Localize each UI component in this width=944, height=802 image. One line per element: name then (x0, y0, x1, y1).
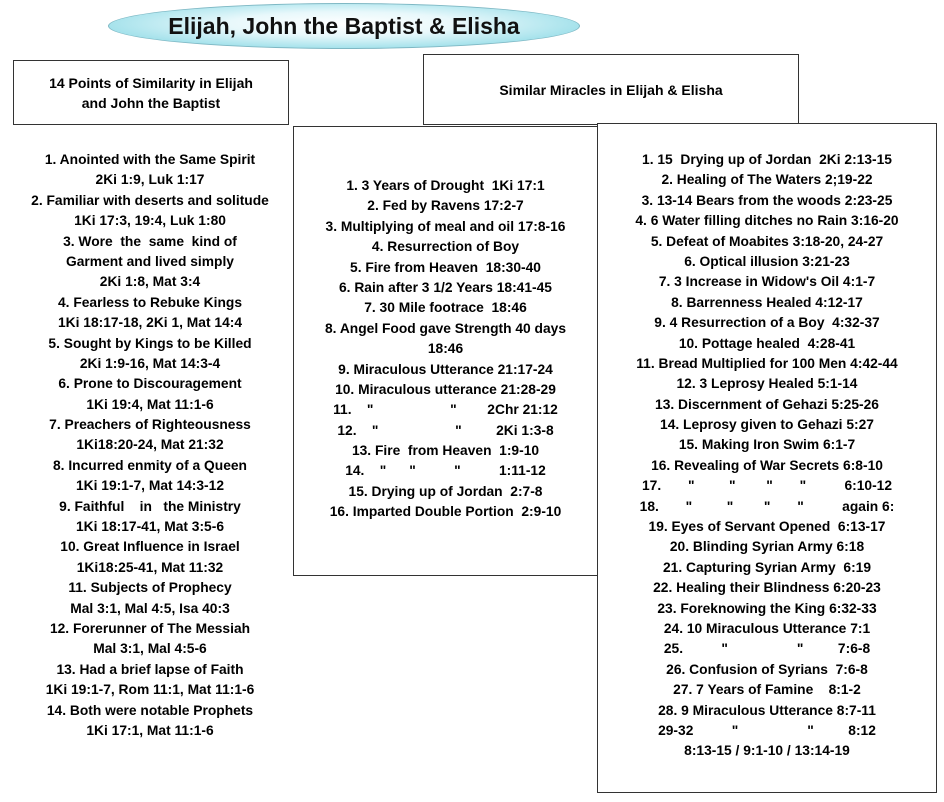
list-item: 19. Eyes of Servant Opened 6:13-17 (648, 519, 886, 535)
list-item: 1Ki18:25-41, Mat 11:32 (76, 559, 224, 575)
list-item: 5. Defeat of Moabites 3:18-20, 24-27 (650, 233, 884, 249)
list-item: 3. 13-14 Bears from the woods 2:23-25 (641, 192, 893, 208)
list-item: 16. Imparted Double Portion 2:9-10 (329, 504, 562, 520)
list-item: 7. Preachers of Righteousness (49, 417, 251, 433)
list-item: 9. Faithful in the Ministry (59, 498, 241, 514)
list-item: Mal 3:1, Mal 4:5-6 (93, 641, 207, 657)
list-item: 24. 10 Miraculous Utterance 7:1 (663, 620, 871, 636)
list-item: 13. Had a brief lapse of Faith (56, 661, 244, 677)
list-item: 6. Prone to Discouragement (58, 376, 242, 392)
list-item: 1Ki 18:17-18, 2Ki 1, Mat 14:4 (57, 315, 243, 331)
list-item: 7. 30 Mile footrace 18:46 (364, 300, 527, 316)
list-item: 12. " " 2Ki 1:3-8 (337, 422, 554, 438)
list-item: 17. " " " " 6:10-12 (641, 478, 893, 494)
list-item: 12. Forerunner of The Messiah (49, 620, 251, 636)
list-item: 2Ki 1:9-16, Mat 14:3-4 (79, 355, 221, 371)
list-item: 3. Multiplying of meal and oil 17:8-16 (325, 218, 566, 234)
list-item: 1. 15 Drying up of Jordan 2Ki 2:13-15 (642, 152, 892, 167)
list-item: 18:46 (427, 341, 464, 357)
left-heading-box (13, 60, 289, 125)
list-item: 20. Blinding Syrian Army 6:18 (669, 539, 865, 555)
list-item: Mal 3:1, Mal 4:5, Isa 40:3 (70, 600, 230, 616)
list-item: 2. Fed by Ravens 17:2-7 (367, 198, 524, 214)
list-item: 14. " " " 1:11-12 (345, 463, 546, 479)
middle-heading-box (423, 54, 799, 125)
elijah-john-similarity-list (0, 150, 300, 741)
list-item: 18. " " " " again 6: (639, 498, 895, 514)
list-item: 1Ki 17:3, 19:4, Luk 1:80 (74, 213, 226, 229)
list-item: 7. 3 Increase in Widow's Oil 4:1-7 (658, 274, 876, 290)
list-item: 5. Sought by Kings to be Killed (48, 335, 252, 351)
list-item: 29-32 " " 8:12 (658, 722, 876, 738)
list-item: 10. Pottage healed 4:28-41 (678, 335, 856, 351)
list-item: Garment and lived simply (66, 253, 234, 269)
list-item: 15. Drying up of Jordan 2:7-8 (348, 483, 543, 499)
list-item: 4. Resurrection of Boy (371, 239, 520, 255)
middle-heading: Similar Miracles in Elijah & Elisha (499, 81, 723, 98)
list-item: 11. Subjects of Prophecy (68, 580, 232, 596)
list-item: 25. " " 7:6-8 (663, 641, 871, 657)
list-item: 1. Anointed with the Same Spirit (44, 152, 256, 167)
elisha-miracles-list (597, 150, 937, 762)
list-item: 1Ki 18:17-41, Mat 3:5-6 (76, 519, 224, 535)
list-item: 1. 3 Years of Drought 1Ki 17:1 (346, 178, 545, 193)
list-item: 6. Rain after 3 1/2 Years 18:41-45 (339, 279, 552, 295)
list-item: 6. Optical illusion 3:21-23 (684, 253, 850, 269)
title-banner (108, 3, 580, 49)
list-item: 21. Capturing Syrian Army 6:19 (662, 559, 872, 575)
list-item: 9. Miraculous Utterance 21:17-24 (338, 361, 553, 377)
list-item: 8. Barrenness Healed 4:12-17 (671, 294, 863, 310)
list-item: 12. 3 Leprosy Healed 5:1-14 (676, 376, 858, 392)
list-item: 13. Fire from Heaven 1:9-10 (351, 443, 540, 459)
list-item: 13. Discernment of Gehazi 5:25-26 (655, 396, 879, 412)
list-item: 14. Both were notable Prophets (46, 702, 254, 718)
left-heading-line1: 14 Points of Similarity in Elijah (49, 74, 253, 91)
list-item: 11. Bread Multiplied for 100 Men 4:42-44 (636, 355, 898, 371)
list-item: 26. Confusion of Syrians 7:6-8 (666, 661, 868, 677)
list-item: 2. Familiar with deserts and solitude (31, 192, 269, 208)
list-item: 2. Healing of The Waters 2;19-22 (661, 172, 873, 188)
list-item: 9. 4 Resurrection of a Boy 4:32-37 (654, 315, 880, 331)
list-item: 28. 9 Miraculous Utterance 8:7-11 (658, 702, 876, 718)
list-item: 16. Revealing of War Secrets 6:8-10 (651, 457, 883, 473)
list-item: 27. 7 Years of Famine 8:1-2 (673, 682, 861, 698)
list-item: 4. Fearless to Rebuke Kings (57, 294, 243, 310)
list-item: 1Ki 19:1-7, Mat 14:3-12 (76, 478, 224, 494)
list-item: 4. 6 Water filling ditches no Rain 3:16-20 (635, 213, 899, 229)
list-item: 8. Incurred enmity of a Queen (53, 457, 247, 473)
list-item: 2Ki 1:9, Luk 1:17 (95, 172, 205, 188)
list-item: 15. Making Iron Swim 6:1-7 (678, 437, 856, 453)
elijah-miracles-list (293, 176, 598, 523)
list-item: 10. Great Influence in Israel (60, 539, 240, 555)
left-heading-line2: and John the Baptist (81, 94, 221, 111)
list-item: 2Ki 1:8, Mat 3:4 (99, 274, 201, 290)
list-item: 14. Leprosy given to Gehazi 5:27 (660, 417, 874, 433)
list-item: 3. Wore the same kind of (63, 233, 237, 249)
list-item: 5. Fire from Heaven 18:30-40 (350, 259, 541, 275)
list-item: 8:13-15 / 9:1-10 / 13:14-19 (684, 743, 850, 759)
list-item: 23. Foreknowing the King 6:32-33 (657, 600, 877, 616)
list-item: 1Ki 17:1, Mat 11:1-6 (86, 722, 214, 738)
list-item: 1Ki18:20-24, Mat 21:32 (76, 437, 224, 453)
list-item: 22. Healing their Blindness 6:20-23 (653, 580, 881, 596)
list-item: 8. Angel Food gave Strength 40 days (325, 320, 566, 336)
list-item: 1Ki 19:1-7, Rom 11:1, Mat 11:1-6 (45, 682, 255, 698)
list-item: 1Ki 19:4, Mat 11:1-6 (86, 396, 214, 412)
list-item: 11. " " 2Chr 21:12 (333, 402, 558, 418)
list-item: 10. Miraculous utterance 21:28-29 (335, 381, 556, 397)
page-title: Elijah, John the Baptist & Elisha (168, 12, 520, 39)
